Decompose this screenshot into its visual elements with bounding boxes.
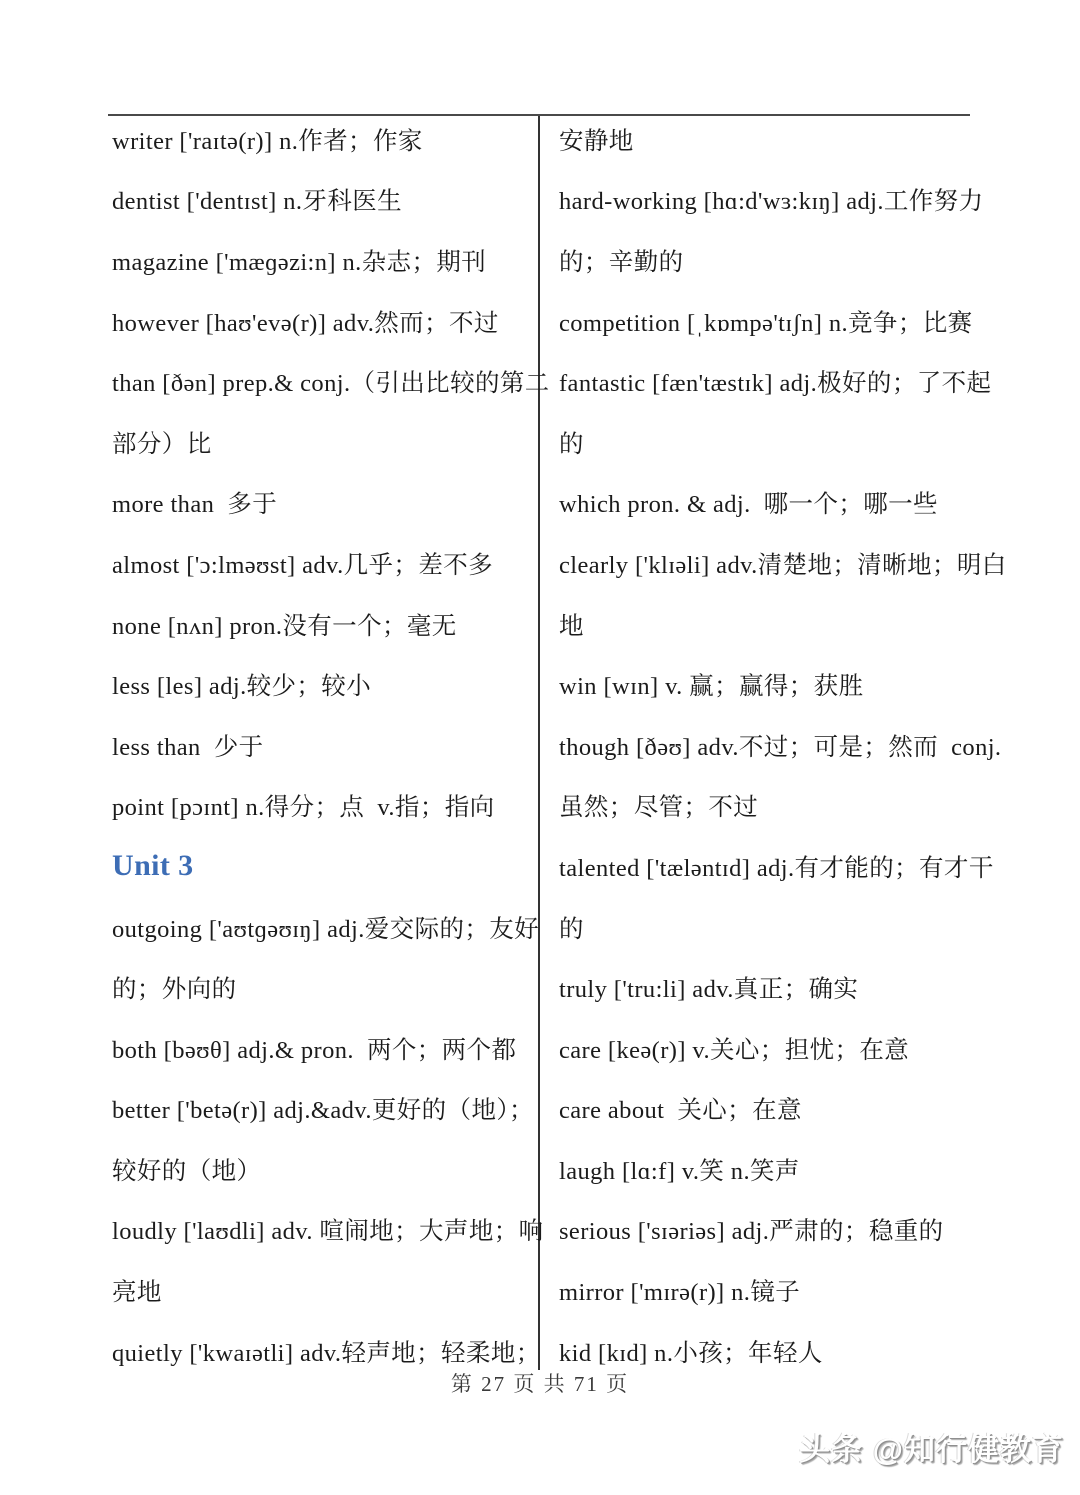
vocab-line: laugh [lɑ:f] v.笑 n.笑声 bbox=[559, 1157, 800, 1185]
vocab-line: outgoing ['aʊtɡəʊɪŋ] adj.爱交际的；友好 bbox=[112, 915, 540, 943]
vocab-line: fantastic [fæn'tæstɪk] adj.极好的；了不起 bbox=[559, 370, 992, 398]
vocab-line: none [nʌn] pron.没有一个；毫无 bbox=[112, 612, 457, 640]
vocab-line: 地 bbox=[559, 612, 584, 640]
watermark: 头条 @知行健教育 bbox=[799, 1432, 1064, 1467]
vocab-line: truly ['tru:li] adv.真正；确实 bbox=[559, 976, 859, 1004]
vocab-line: 安静地 bbox=[559, 127, 634, 155]
vocab-line: clearly ['klɪəli] adv.清楚地；清晰地；明白 bbox=[559, 551, 1007, 579]
vocab-line: care about 关心；在意 bbox=[559, 1097, 802, 1125]
unit-heading: Unit 3 bbox=[112, 849, 194, 883]
vocab-line: 虽然；尽管；不过 bbox=[559, 794, 759, 822]
vocab-line: more than 多于 bbox=[112, 491, 278, 519]
vocab-line: 较好的（地） bbox=[112, 1157, 262, 1185]
vocab-line: dentist ['dentɪst] n.牙科医生 bbox=[112, 188, 403, 216]
vocab-line: 的；外向的 bbox=[112, 976, 237, 1004]
vocab-column-right bbox=[540, 116, 1007, 1370]
vocab-line: writer ['raɪtə(r)] n.作者；作家 bbox=[112, 127, 423, 155]
vocab-line: quietly ['kwaɪətli] adv.轻声地；轻柔地； bbox=[112, 1339, 541, 1367]
vocab-line: than [ðən] prep.& conj.（引出比较的第二 bbox=[112, 370, 550, 398]
vocab-line: almost ['ɔ:lməʊst] adv.几乎；差不多 bbox=[112, 551, 494, 579]
vocab-line: less than 少于 bbox=[112, 733, 264, 761]
vocab-line: 的；辛勤的 bbox=[559, 248, 684, 276]
vocab-line: better ['betə(r)] adj.&adv.更好的（地）； bbox=[112, 1097, 534, 1125]
vocab-line: point [pɔɪnt] n.得分；点 v.指；指向 bbox=[112, 794, 495, 822]
vocab-line: 部分）比 bbox=[112, 430, 212, 458]
vocab-line: both [bəʊθ] adj.& pron. 两个；两个都 bbox=[112, 1036, 517, 1064]
vocab-table bbox=[108, 114, 1007, 1370]
vocab-column-left bbox=[108, 116, 550, 1370]
vocab-line: 的 bbox=[559, 430, 584, 458]
vocab-line: 亮地 bbox=[112, 1279, 162, 1307]
vocab-line: mirror ['mɪrə(r)] n.镜子 bbox=[559, 1279, 801, 1307]
vocab-line: magazine ['mæɡəzi:n] n.杂志；期刊 bbox=[112, 248, 487, 276]
vocab-line: win [wɪn] v. 赢；赢得；获胜 bbox=[559, 673, 864, 701]
vocab-line: which pron. & adj. 哪一个；哪一些 bbox=[559, 491, 938, 519]
vocab-line: competition [ˌkɒmpə'tɪʃn] n.竞争；比赛 bbox=[559, 309, 973, 337]
vocab-line: care [keə(r)] v.关心；担忧；在意 bbox=[559, 1036, 910, 1064]
vocab-line: 的 bbox=[559, 915, 584, 943]
vocab-line: kid [kɪd] n.小孩；年轻人 bbox=[559, 1339, 823, 1367]
vocab-line: loudly ['laʊdli] adv. 喧闹地；大声地；响 bbox=[112, 1218, 544, 1246]
vocab-line: talented ['tæləntɪd] adj.有才能的；有才干 bbox=[559, 854, 994, 882]
page-number: 第 27 页 共 71 页 bbox=[450, 1372, 630, 1396]
vocab-line: though [ðəʊ] adv.不过；可是；然而 conj. bbox=[559, 733, 1002, 761]
vocab-line: however [haʊ'evə(r)] adv.然而；不过 bbox=[112, 309, 499, 337]
vocab-line: hard-working [hɑ:d'wɜ:kɪŋ] adj.工作努力 bbox=[559, 188, 984, 216]
vocab-line: less [les] adj.较少；较小 bbox=[112, 673, 372, 701]
vocab-line: serious ['sɪəriəs] adj.严肃的；稳重的 bbox=[559, 1218, 944, 1246]
